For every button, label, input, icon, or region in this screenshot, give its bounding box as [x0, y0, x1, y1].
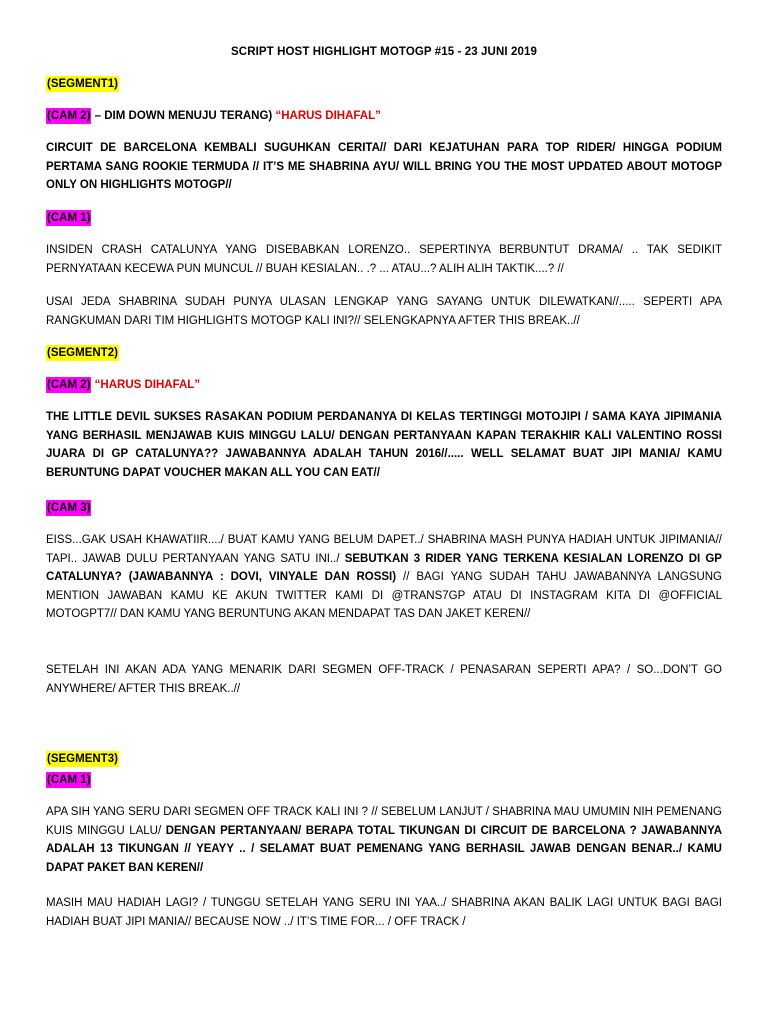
segment3-label: (SEGMENT3) — [47, 753, 118, 765]
segment3-cam1-label: (CAM 1) — [47, 774, 91, 786]
segment2-cam3-label: (CAM 3) — [47, 502, 91, 514]
segment1-cam2-note: – DIM DOWN MENUJU TERANG) — [91, 110, 276, 122]
segment1-cam1-label: (CAM 1) — [47, 212, 91, 224]
segment1-cam2-warning: “HARUS DIHAFAL” — [275, 110, 381, 122]
segment1-cam2-label: (CAM 2) — [47, 110, 91, 122]
segment2-paragraph-1: THE LITTLE DEVIL SUKSES RASAKAN PODIUM PERDANANYA DI KELAS TERTINGGI MOTOJIPI / SAMA KAYA JIPIMANIA YANG BERHASIL MENJAWAB KUIS MINGGU LALU/ DENGAN PERTANYAAN KAPAN TERAKHIR KALI VALENTINO ROSSI JUARA DI GP CATALUNYA?? JAWABANNYA ADALAH TAHUN 2016//..... WELL SELAMAT BUAT JIPI MANIA/ KAMU BERUNTUNG DAPAT VOUCHER MAKAN ALL YOU CAN EAT// — [46, 411, 722, 479]
segment1-cam1-line — [46, 210, 91, 226]
segment2-cam2-label: (CAM 2) — [47, 379, 91, 391]
segment2-cam3-line — [46, 500, 91, 516]
segment2-paragraph-2-part-c: // BAGI YANG SUDAH TAHU JAWABANNYA LANGSUNG MENTION JAWABAN KAMU KE AKUN TWITTER KAMI DI @TRANS7GP ATAU DI INSTAGRAM KITA DI @OFFICIAL MOTOGPT7// DAN KAMU YANG BERUNTUNG AKAN MENDAPAT TAS DAN JAKET KEREN// — [46, 571, 722, 620]
segment2-heading — [46, 345, 119, 361]
segment2-paragraph-2 — [46, 531, 722, 624]
segment2-cam2-warning: “HARUS DIHAFAL” — [91, 379, 201, 391]
segment3-paragraph-1-part-a: APA SIH YANG SERU DARI SEGMEN OFF TRACK KALI INI ? // SEBELUM LANJUT / SHABRINA MAU UMUMIN NIH PEMENANG KUIS MINGGU LALU/ — [46, 806, 722, 837]
segment2-paragraph-2-part-b: SEBUTKAN 3 RIDER YANG TERKENA KESIALAN LORENZO DI GP CATALUNYA? (JAWABANNYA : DOVI, VINYALE DAN ROSSI) — [46, 552, 722, 583]
segment3-paragraph-2: MASIH MAU HADIAH LAGI? / TUNGGU SETELAH YANG SERU INI YAA../ SHABRINA AKAN BALIK LAGI UNTUK BAGI BAGI HADIAH BUAT JIPI MANIA// BECAUSE NOW ../ IT’S TIME FOR... / OFF TRACK / — [46, 897, 722, 928]
document-title: SCRIPT HOST HIGHLIGHT MOTOGP #15 - 23 JUNI 2019 — [231, 46, 537, 58]
segment1-paragraph-2: INSIDEN CRASH CATALUNYA YANG DISEBABKAN LORENZO.. SEPERTINYA BERBUNTUT DRAMA/ .. TAK SEDIKIT PERNYATAAN KECEWA PUN MUNCUL // BUAH KESIALAN.. .? ... ATAU...? ALIH ALIH TAKTIK....? // — [46, 244, 722, 275]
segment3-paragraph-1 — [46, 803, 722, 877]
segment1-heading — [46, 76, 119, 92]
segment2-label: (SEGMENT2) — [47, 347, 118, 359]
segment1-paragraph-1: CIRCUIT DE BARCELONA KEMBALI SUGUHKAN CERITA// DARI KEJATUHAN PARA TOP RIDER/ HINGGA PODIUM PERTAMA SANG ROOKIE TERMUDA // IT’S ME SHABRINA AYU/ WILL BRING YOU THE MOST UPDATED ABOUT MOTOGP ONLY ON HIGHLIGHTS MOTOGP// — [46, 142, 722, 191]
segment3-paragraph-1-part-b: DENGAN PERTANYAAN/ BERAPA TOTAL TIKUNGAN DI CIRCUIT DE BARCELONA ? JAWABANNYA ADALAH 13 TIKUNGAN // YEAYY .. / SELAMAT BUAT PEMENANG YANG BERHASIL JAWAB DENGAN BENAR../ KAMU DAPAT PAKET BAN KEREN// — [46, 824, 722, 874]
segment3-cam1-line — [46, 772, 91, 788]
segment1-cam2-line — [46, 108, 381, 124]
segment2-paragraph-2-part-a: EISS...GAK USAH KHAWATIIR..../ BUAT KAMU YANG BELUM DAPET../ SHABRINA MASH PUNYA HADIAH UNTUK JIPIMANIA// TAPI.. JAWAB DULU PERTANYAAN YANG SATU INI../ — [46, 534, 722, 565]
segment2-paragraph-3: SETELAH INI AKAN ADA YANG MENARIK DARI SEGMEN OFF-TRACK / PENASARAN SEPERTI APA? / SO...DON’T GO ANYWHERE/ AFTER THIS BREAK..// — [46, 664, 722, 695]
segment3-heading — [46, 751, 119, 767]
segment1-paragraph-3: USAI JEDA SHABRINA SUDAH PUNYA ULASAN LENGKAP YANG SAYANG UNTUK DILEWATKAN//..... SEPERTI APA RANGKUMAN DARI TIM HIGHLIGHTS MOTOGP KALI INI?// SELENGKAPNYA AFTER THIS BREAK..// — [46, 296, 722, 327]
segment2-cam2-line — [46, 377, 200, 393]
segment1-label: (SEGMENT1) — [47, 78, 118, 90]
